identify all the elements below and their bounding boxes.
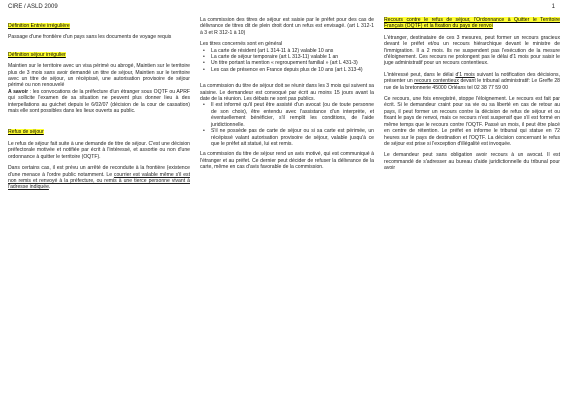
- list-item: • Un titre portant la mention « regroupement familial » (art L 431-3): [211, 60, 374, 66]
- list-item: • La carte de séjour temporaire (art L 313-11) valable 1 an: [211, 54, 374, 60]
- text-span: suivant la notification des décisions, présenter un: [384, 71, 560, 85]
- paragraph-sejour-irregulier: Maintien sur le territoire avec un visa périmé ou abrogé, Maintien sur le territoire plus de 3 mois sans avoir demandé un titre de séjour, Maintien sur le territoire avec un titre de séjour, un récépissé, une autorisation provisoire de séjour périmé ou non renouvelé: [8, 63, 190, 89]
- paragraph-titres-concernes: Les titres concernés sont en général: [200, 41, 283, 48]
- text-span: devant le tribunal administratif: Le Greffe 28 rue de la bretonnerie 45000 Orléans tel 02 38 77 59 00: [384, 78, 560, 91]
- list-item: • Les cas de présence en France depuis plus de 10 ans (art L 313-4): [211, 67, 374, 73]
- paragraph-refus-1: Le refus de séjour fait suite à une demande de titre de séjour. C'est une décision préfectorale motivée et notifiée par écrit à l'intéressé, et assortie ou non d'une ordonnance à quitter le territoire (OQTF).: [8, 140, 190, 160]
- paragraph-avocat: Le demandeur peut sans obligation avoir recours à un avocat. Il est recommandé de s'adresser au bureau d'aide juridictionnelle du tribunal pour avoir: [384, 152, 560, 172]
- a-savoir-text: : les convocations de la préfecture d'un étranger sous OQTF ou APRF qui sollicite l'examen de sa situation ne peuvent plus donner lieu à des interpellations au guichet depuis le 6/02/07 (décision de la cour de cassation) mais elle sont possibles dans les lieux ouverts au public.: [8, 88, 190, 115]
- refus-2-underlined: courrier est valable même s'il est non remis et renvoyé à la préfecture, ou remis à une tierce personne vivant à l'adresse indiquée: [8, 171, 190, 191]
- heading-sejour-irregulier: Définition séjour irrégulier: [8, 51, 66, 58]
- list-droits: [200, 102, 374, 147]
- header-org: CIRE / ASLD 2009: [8, 4, 58, 10]
- paragraph-commission: La commission des titres de séjour est saisie par le préfet pour des cas de délivrance de titres dit de plein droit dont un refus est envisagé. (art L 312-1 à 3 et R 312-1 à 10): [200, 17, 374, 36]
- paragraph-eloignement: Ce recours, une fois enregistré, stoppe l'éloignement. Le recours est fait par écrit. Si le demandeur craint pour sa vie ou sa liberté en cas de retour au pays, il peut former un recours contre la décision de refus de séjour et ou fixant le pays de renvoi, mais ce recours n'est suspensif que s'il est formé en même temps que le recours contre l'OQTF. Passé un mois, il peut être placé en centre de rétention. Le préfet en informe le tribunal qui statue en 72 heures sur le pays de destination et l'OQTF. La décision concernant le refus de séjour est prise si l'exception d'illégalité est invoquée.: [384, 96, 560, 147]
- delai-1-mois: d'1 mois: [455, 71, 475, 78]
- heading-recours: Recours contre le refus de séjour, l'Ordonnance à Quitter le Territoire Français (OQTF) et la fixation du pays de renvoi: [384, 17, 560, 30]
- paragraph-recours-contentieux: [384, 72, 560, 91]
- column-1: [8, 17, 190, 196]
- paragraph-a-savoir: [8, 89, 190, 115]
- paragraph-avis: La commission du titre de séjour rend un avis motivé, qui est communiqué à l'étranger et au préfet. Ce dernier peut décider de refuser la délivrance de la carte, même en cas d'avis favorable de la commission.: [200, 151, 374, 171]
- list-item: • Il est informé qu'il peut être assisté d'un avocat (ou de toute personne de son choix), être entendu avec l'assistance d'un interprète, et éventuellement bénéficier, s'il remplit les conditions, de l'aide juridictionnelle.: [211, 102, 374, 128]
- column-3: [384, 17, 560, 177]
- list-titres: [200, 48, 374, 74]
- heading-refus-sejour: Refus de séjour: [8, 129, 44, 136]
- column-2: [200, 17, 374, 176]
- text-span: L'intéressé peut, dans le délai: [384, 71, 456, 78]
- list-item: • La carte de résident (art L 314-11 à 12) valable 10 ans: [211, 48, 374, 54]
- list-item: • S'il ne possède pas de carte de séjour ou si sa carte est périmée, un récépissé valant autorisation provisoire de séjour, valable jusqu'à ce que le préfet ait statué, lui est remis.: [211, 128, 374, 147]
- page-header: [8, 4, 558, 14]
- page-number: 1: [551, 4, 555, 10]
- paragraph-refus-2: [8, 165, 190, 191]
- heading-entree-irreguliere: Définition Entrée irrégulière: [8, 23, 70, 29]
- paragraph-recours-gracieux: L'étranger, destinataire de ces 3 mesures, peut former un recours gracieux devant le préfet et/ou un recours hiérarchique devant le ministre de l'immigration. Il a 2 mois. Ils ne suspendent pas l'exécution de la mesure d'éloignement. Ces recours ne prolongent pas le délai d'1 mois pour saisir le juge administratif pour un recours contentieux.: [384, 34, 560, 67]
- recours-contentieux-term: recours contentieux: [414, 78, 459, 85]
- refus-2-end: .: [48, 184, 51, 191]
- refus-2-plain: Dans certains cas, il est prévu un arrêté de reconduite à la frontière (existence d'une menace à l'ordre public notamment. Le: [8, 165, 190, 178]
- paragraph-reunion: La commission du titre de séjour doit se réunir dans les 3 mois qui suivent sa saisine. Le demandeur est convoqué par écrit au moins 15 jours avant la date de la réunion. Les débats ne sont pas publics.: [200, 83, 374, 103]
- a-savoir-lead: A savoir: [8, 88, 29, 95]
- paragraph-entree: Passage d'une frontière d'un pays sans les documents de voyage requis: [8, 34, 172, 41]
